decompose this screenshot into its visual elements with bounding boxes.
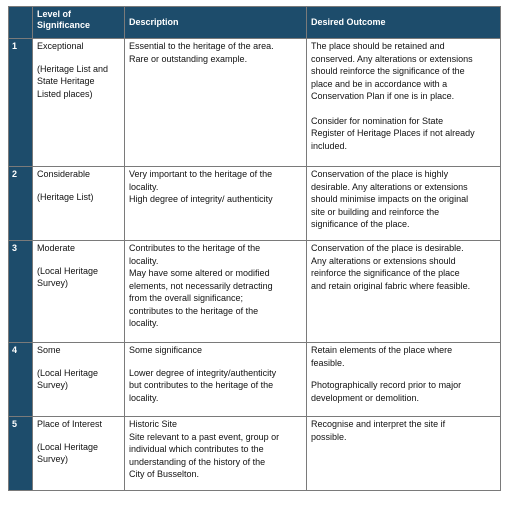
description-text: Contributes to the heritage of the locality. May have some altered or modified elements, not necessarily detracting from the overall significance; contributes to the heritage of the locality. <box>129 243 273 328</box>
description-cell <box>125 39 307 167</box>
header-level: Level of Significance <box>33 7 125 39</box>
outcome-cell <box>307 343 501 417</box>
outcome-text: Conservation of the place is desirable. Any alterations or extensions should reinforce the significance of the place and retain original fabric where feasible. <box>311 243 471 291</box>
level-cell <box>33 39 125 167</box>
level-cell <box>33 241 125 343</box>
description-cell <box>125 241 307 343</box>
outcome-cell <box>307 167 501 241</box>
header-outcome: Desired Outcome <box>307 7 501 39</box>
row-number: 3 <box>9 241 33 343</box>
level-cell <box>33 417 125 491</box>
level-name: Place of Interest <box>37 419 103 429</box>
outcome-text: The place should be retained and conserved. Any alterations or extensions should reinforce the significance of the place and be in accordance with a Conservation Plan if one is in place. <box>311 41 473 101</box>
table-header-row <box>9 7 501 39</box>
row-number: 2 <box>9 167 33 241</box>
table-row <box>9 343 501 417</box>
level-cell <box>33 343 125 417</box>
table-row <box>9 241 501 343</box>
row-number: 4 <box>9 343 33 417</box>
description-text: Historic Site Site relevant to a past event, group or individual which contributes to the understanding of the history of the City of Busselton. <box>129 419 280 479</box>
level-name: Considerable <box>37 169 91 179</box>
level-cell <box>33 167 125 241</box>
row-number: 5 <box>9 417 33 491</box>
level-note: (Local Heritage Survey) <box>37 441 99 464</box>
level-note: (Heritage List) <box>37 191 94 202</box>
outcome-cell <box>307 417 501 491</box>
level-note: (Local Heritage Survey) <box>37 367 99 390</box>
row-number: 1 <box>9 39 33 167</box>
description-text: Some significance <box>129 345 203 355</box>
level-name: Some <box>37 345 61 355</box>
outcome-cell <box>307 241 501 343</box>
header-description: Description <box>125 7 307 39</box>
level-note: (Heritage List and State Heritage Listed places) <box>37 63 109 99</box>
outcome-text: Retain elements of the place where feasible. <box>311 345 453 368</box>
outcome-extra-text: Photographically record prior to major development or demolition. <box>311 380 462 403</box>
description-text: Essential to the heritage of the area. Rare or outstanding example. <box>129 41 274 64</box>
table-row <box>9 39 501 167</box>
table-row <box>9 167 501 241</box>
significance-table <box>8 6 501 491</box>
level-name: Exceptional <box>37 41 84 51</box>
description-text: Very important to the heritage of the locality. High degree of integrity/ authenticity <box>129 169 273 204</box>
outcome-text: Recognise and interpret the site if possible. <box>311 419 446 442</box>
description-cell <box>125 417 307 491</box>
level-note: (Local Heritage Survey) <box>37 265 99 288</box>
header-number-cell <box>9 7 33 39</box>
outcome-extra-text: Consider for nomination for State Register of Heritage Places if not already included. <box>311 115 475 151</box>
description-cell <box>125 343 307 417</box>
level-name: Moderate <box>37 243 76 253</box>
outcome-cell <box>307 39 501 167</box>
description-extra-text: Lower degree of integrity/authenticity but contributes to the heritage of the locality. <box>129 367 277 403</box>
outcome-text: Conservation of the place is highly desirable. Any alterations or extensions should minimise impacts on the original site or building and reinforce the significance of the place. <box>311 169 469 229</box>
table-row <box>9 417 501 491</box>
description-cell <box>125 167 307 241</box>
